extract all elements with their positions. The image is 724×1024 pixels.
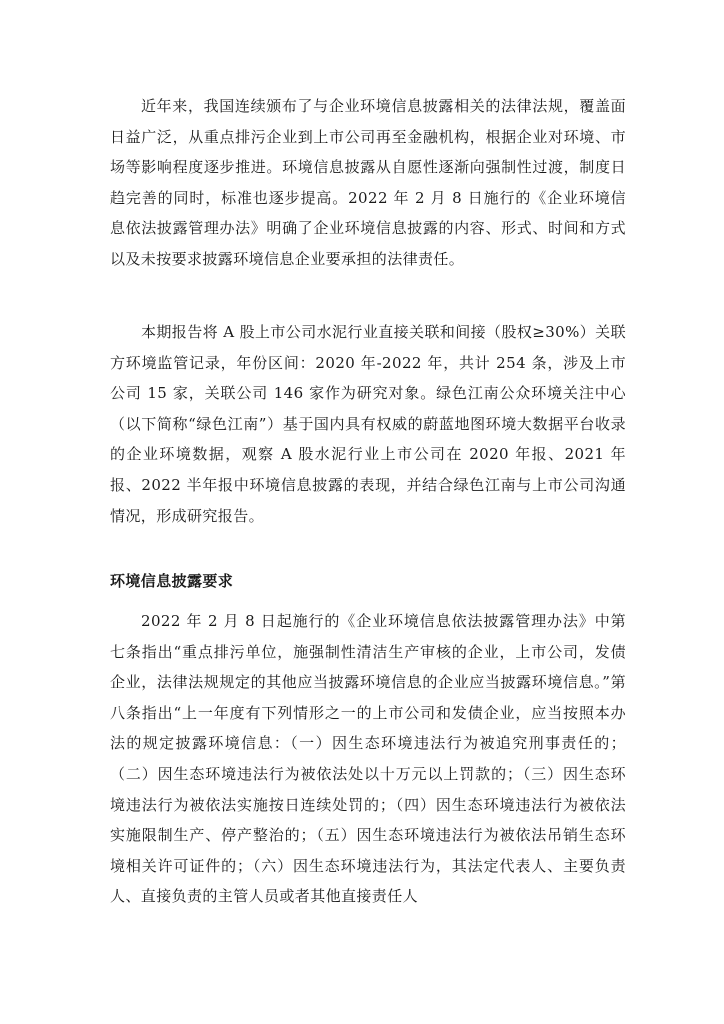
report-scope-paragraph: 本期报告将 A 股上市公司水泥行业直接关联和间接（股权≥30%）关联方环境监管记录，年份区间：2020 年-2022 年，共计 254 条，涉及上市公司 15 家，关联公司 146 家作为研究对象。绿色江南公众环境关注中心（以下简称“绿色江南”）基于国内具有权威的蔚蓝地图环境大数据平台收录的企业环境数据，观察 A 股水泥行业上市公司在 2020 年报、2021 年报、2022 半年报中环境信息披露的表现，并结合绿色江南与上市公司沟通情况，形成研究报告。 <box>110 323 626 525</box>
section-heading: 环境信息披露要求 <box>110 572 234 590</box>
intro-paragraph: 近年来，我国连续颁布了与企业环境信息披露相关的法律法规，覆盖面日益广泛，从重点排污企业到上市公司再至金融机构，根据企业对环境、市场等影响程度逐步推进。环境信息披露从自愿性逐渐向强制性过渡，制度日趋完善的同时，标准也逐步提高。2022 年 2 月 8 日施行的《企业环境信息依法披露管理办法》明确了企业环境信息披露的内容、形式、时间和方式以及未按要求披露环境信息企业要承担的法律责任。 <box>110 97 626 268</box>
disclosure-requirements-paragraph: 2022 年 2 月 8 日起施行的《企业环境信息依法披露管理办法》中第七条指出“重点排污单位，施强制性清洁生产审核的企业，上市公司，发债企业，法律法规规定的其他应当披露环境信息的企业应当披露环境信息。”第八条指出“上一年度有下列情形之一的上市公司和发债企业，应当按照本办法的规定披露环境信息：（一）因生态环境违法行为被追究刑事责任的；（二）因生态环境违法行为被依法处以十万元以上罚款的；（三）因生态环境违法行为被依法实施按日连续处罚的；（四）因生态环境违法行为被依法实施限制生产、停产整治的；（五）因生态环境违法行为被依法吊销生态环境相关许可证件的；（六）因生态环境违法行为，其法定代表人、主要负责人、直接负责的主管人员或者其他直接责任人 <box>110 612 626 906</box>
